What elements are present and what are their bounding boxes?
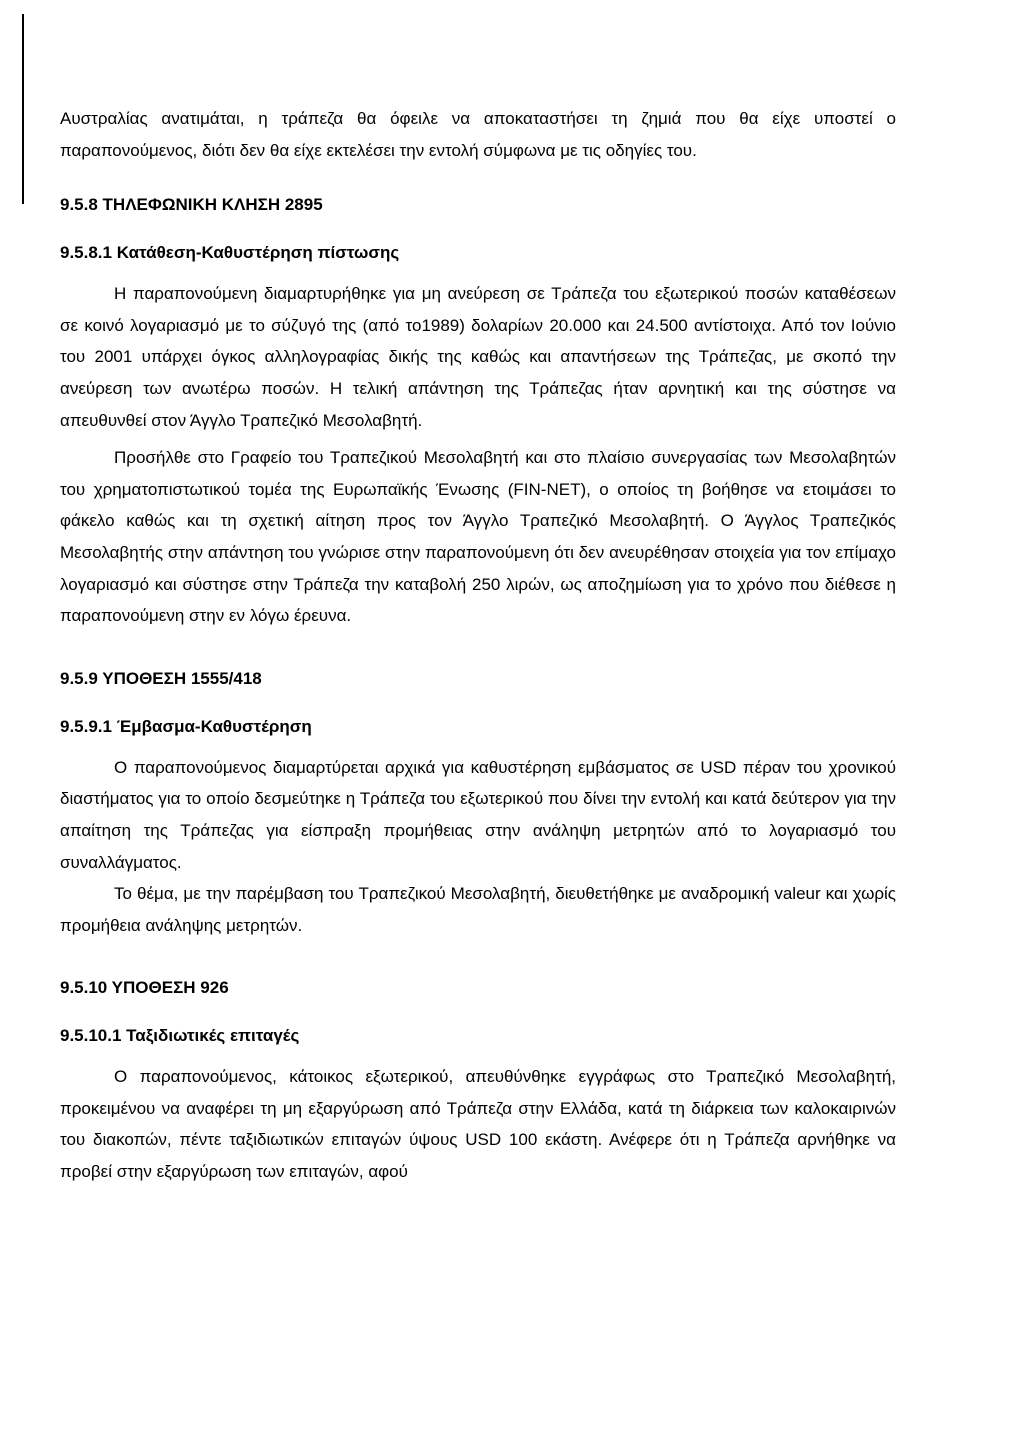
paragraph-complaint-deposits: Η παραπονούμενη διαμαρτυρήθηκε για μη ανεύρεση σε Τράπεζα του εξωτερικού ποσών καταθέσεων σε κοινό λογαριασμό με το σύζυγό της (από το1989) δολαρίων 20.000 και 24.500 αντίστοιχα. Από τον Ιούνιο του 2001 υπάρχει όγκος αλληλογραφίας δικής της καθώς και απαντήσεων της Τράπεζας, με σκοπό την ανεύρεση των ανωτέρω ποσών. Η τελική απάντηση της Τράπεζας ήταν αρνητική και της σύστησε να απευθυνθεί στον Άγγλο Τραπεζικό Μεσολαβητή. bbox=[60, 284, 896, 430]
paragraph-travellers-cheques: Ο παραπονούμενος, κάτοικος εξωτερικού, απευθύνθηκε εγγράφως στο Τραπεζικό Μεσολαβητή, προκειμένου να αναφέρει τη μη εξαργύρωση από Τράπεζα στην Ελλάδα, κατά τη διάρκεια των καλοκαιρινών του διακοπών, πέντε ταξιδιωτικών επιταγών ύψους USD 100 εκάστη. Ανέφερε ότι η Τράπεζα αρνήθηκε να προβεί στην εξαργύρωση των επιταγών, αφού bbox=[60, 1067, 896, 1182]
section-heading-9-5-9: 9.5.9 ΥΠΟΘΕΣΗ 1555/418 bbox=[60, 668, 262, 688]
paragraph-resolution: Το θέμα, με την παρέμβαση του Τραπεζικού Μεσολαβητή, διευθετήθηκε με αναδρομική valeur και χωρίς προμήθεια ανάληψης μετρητών. bbox=[60, 884, 896, 935]
document-body bbox=[60, 103, 896, 1188]
paragraph-fin-net: Προσήλθε στο Γραφείο του Τραπεζικού Μεσολαβητή και στο πλαίσιο συνεργασίας των Μεσολαβητών του χρηματοπιστωτικού τομέα της Ευρωπαϊκής Ένωσης (FIN-NET), ο οποίος τη βοήθησε να ετοιμάσει το φάκελο καθώς και τη σχετική αίτηση προς τον Άγγλο Τραπεζικό Μεσολαβητή. Ο Άγγλος Τραπεζικός Μεσολαβητής στην απάντηση του γνώρισε στην παραπονούμενη ότι δεν ανευρέθησαν στοιχεία για τον επίμαχο λογαριασμό και σύστησε στην Τράπεζα την καταβολή 250 λιρών, ως αποζημίωση για το χρόνο που διέθεσε η παραπονούμενη στην εν λόγω έρευνα. bbox=[60, 448, 896, 626]
section-heading-9-5-8: 9.5.8 ΤΗΛΕΦΩΝΙΚΗ ΚΛΗΣΗ 2895 bbox=[60, 195, 323, 215]
section-heading-9-5-10: 9.5.10 ΥΠΟΘΕΣΗ 926 bbox=[60, 978, 229, 998]
subsection-heading-9-5-10-1: 9.5.10.1 Ταξιδιωτικές επιταγές bbox=[60, 1026, 300, 1046]
subsection-heading-9-5-9-1: 9.5.9.1 Έμβασμα-Καθυστέρηση bbox=[60, 716, 312, 736]
subsection-heading-9-5-8-1: 9.5.8.1 Κατάθεση-Καθυστέρηση πίστωσης bbox=[60, 243, 400, 263]
paragraph-continuation: Αυστραλίας ανατιμάται, η τράπεζα θα όφειλε να αποκαταστήσει τη ζημιά που θα είχε υποστεί ο παραπονούμενος, διότι δεν θα είχε εκτελέσει την εντολή σύμφωνα με τις οδηγίες του. bbox=[60, 109, 896, 160]
margin-rule bbox=[22, 14, 24, 204]
paragraph-remittance-delay: Ο παραπονούμενος διαμαρτύρεται αρχικά για καθυστέρηση εμβάσματος σε USD πέραν του χρονικού διαστήματος για το οποίο δεσμεύτηκε η Τράπεζα του εξωτερικού που δίνει την εντολή και κατά δεύτερον για την απαίτηση της Τράπεζας για είσπραξη προμήθειας στην ανάληψη μετρητών από το λογαριασμό του συναλλάγματος. bbox=[60, 757, 896, 872]
